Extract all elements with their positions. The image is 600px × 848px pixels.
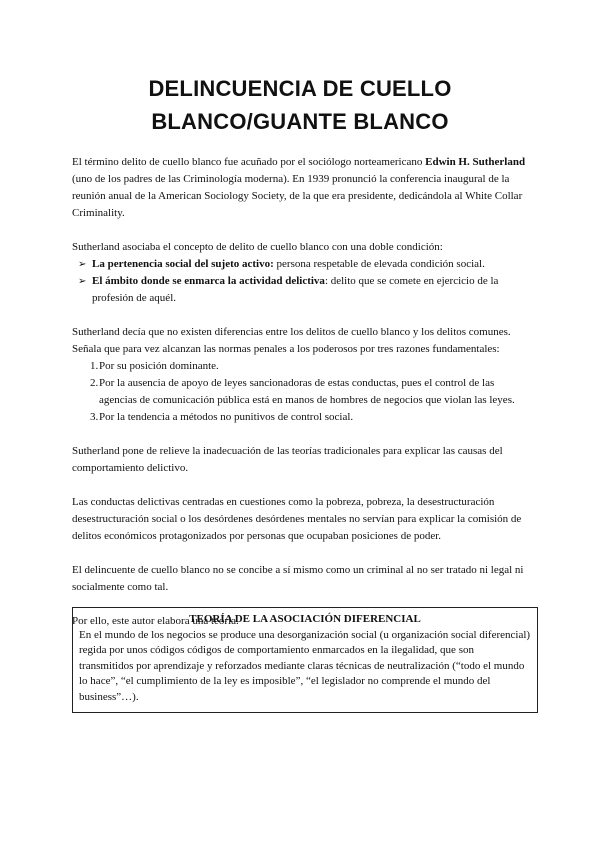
reasons-list (72, 358, 534, 426)
delincuente-paragraph: El delincuente de cuello blanco no se concibe a sí mismo como un criminal al no ser tratado ni legal ni socialmente como tal. (72, 564, 524, 593)
intro-author: Edwin H. Sutherland (425, 156, 526, 168)
reason-number: 3. (90, 411, 99, 423)
teoria-paragraph: Por ello, este autor elabora una teoría. (72, 615, 239, 627)
reason-text: Por la tendencia a métodos no punitivos de control social. (99, 411, 354, 423)
document-body (72, 154, 534, 647)
title-line-1: DELINCUENCIA DE CUELLO (148, 76, 452, 101)
concept-item-2-text: : delito que se comete en ejercicio de la profesión de aquél. (92, 275, 499, 304)
concept-lead: Sutherland asociaba el concepto de delito de cuello blanco con una doble condición: (72, 241, 443, 253)
theory-box-title: TEORÍA DE LA ASOCIACIÓN DIFERENCIAL (189, 613, 421, 625)
concept-item-2 (72, 273, 534, 307)
arrow-bullet-icon: ➢ (78, 259, 87, 270)
relieve-paragraph: Sutherland pone de relieve la inadecuación de las teorías tradicionales para explicar las causas del comportamiento delictivo. (72, 445, 503, 474)
reason-item-1 (72, 358, 534, 375)
reason-item-3 (72, 409, 534, 426)
reason-text: Por la ausencia de apoyo de leyes sancionadoras de estas conductas, pues el control de las agencias de comunicación pública está en manos de hombres de negocios que violan las leyes. (99, 377, 515, 406)
conductas-paragraph: Las conductas delictivas centradas en cuestiones como la pobreza, pobreza, la desestructuración desestructuración social o los desórdenes desórdenes mentales no servían para explicar la comisión de delitos económicos protagonizados por personas que ocupaban posiciones de poder. (72, 496, 522, 542)
intro-text-start: El término delito de cuello blanco fue acuñado por el sociólogo norteamericano (72, 156, 426, 168)
concept-item-1-text: persona respetable de elevada condición social. (273, 258, 485, 270)
concept-item-1 (72, 256, 534, 273)
intro-paragraph (72, 154, 534, 222)
theory-box-text: En el mundo de los negocios se produce una desorganización social (u organización social diferencial) regida por unos códigos códigos de comportamiento enmarcados en la ilegalidad, que son transmitidos por aprendizaje y reforzados mediante claras técnicas de neutralización (“todo el mundo lo hace”, “el cumplimiento de la ley es imposible”, “el legislador no comprende el mundo del business”…). (79, 628, 531, 703)
reason-number: 2. (90, 377, 99, 389)
title-line-2: BLANCO/GUANTE BLANCO (151, 109, 449, 134)
reason-item-2 (72, 375, 534, 409)
concept-item-2-bold: El ámbito donde se enmarca la actividad delictiva (92, 275, 325, 287)
concept-item-1-bold: La pertenencia social del sujeto activo: (92, 258, 274, 270)
reason-number: 1. (90, 360, 99, 372)
reasons-lead: Sutherland decía que no existen diferencias entre los delitos de cuello blanco y los delitos comunes. Señala que para vez alcanzan las normas penales a los poderosos por tres razones fundamentales: (72, 326, 511, 355)
theory-box (72, 607, 538, 713)
intro-text-end: (uno de los padres de las Criminología moderna). En 1939 pronunció la conferencia inaugural de la reunión anual de la American Sociology Society, de la que era presidente, dedicándola al White Collar Criminality. (72, 173, 523, 219)
page-title (60, 72, 540, 138)
concept-list (72, 256, 534, 307)
reason-text: Por su posición dominante. (99, 360, 219, 372)
arrow-bullet-icon: ➢ (78, 276, 87, 287)
